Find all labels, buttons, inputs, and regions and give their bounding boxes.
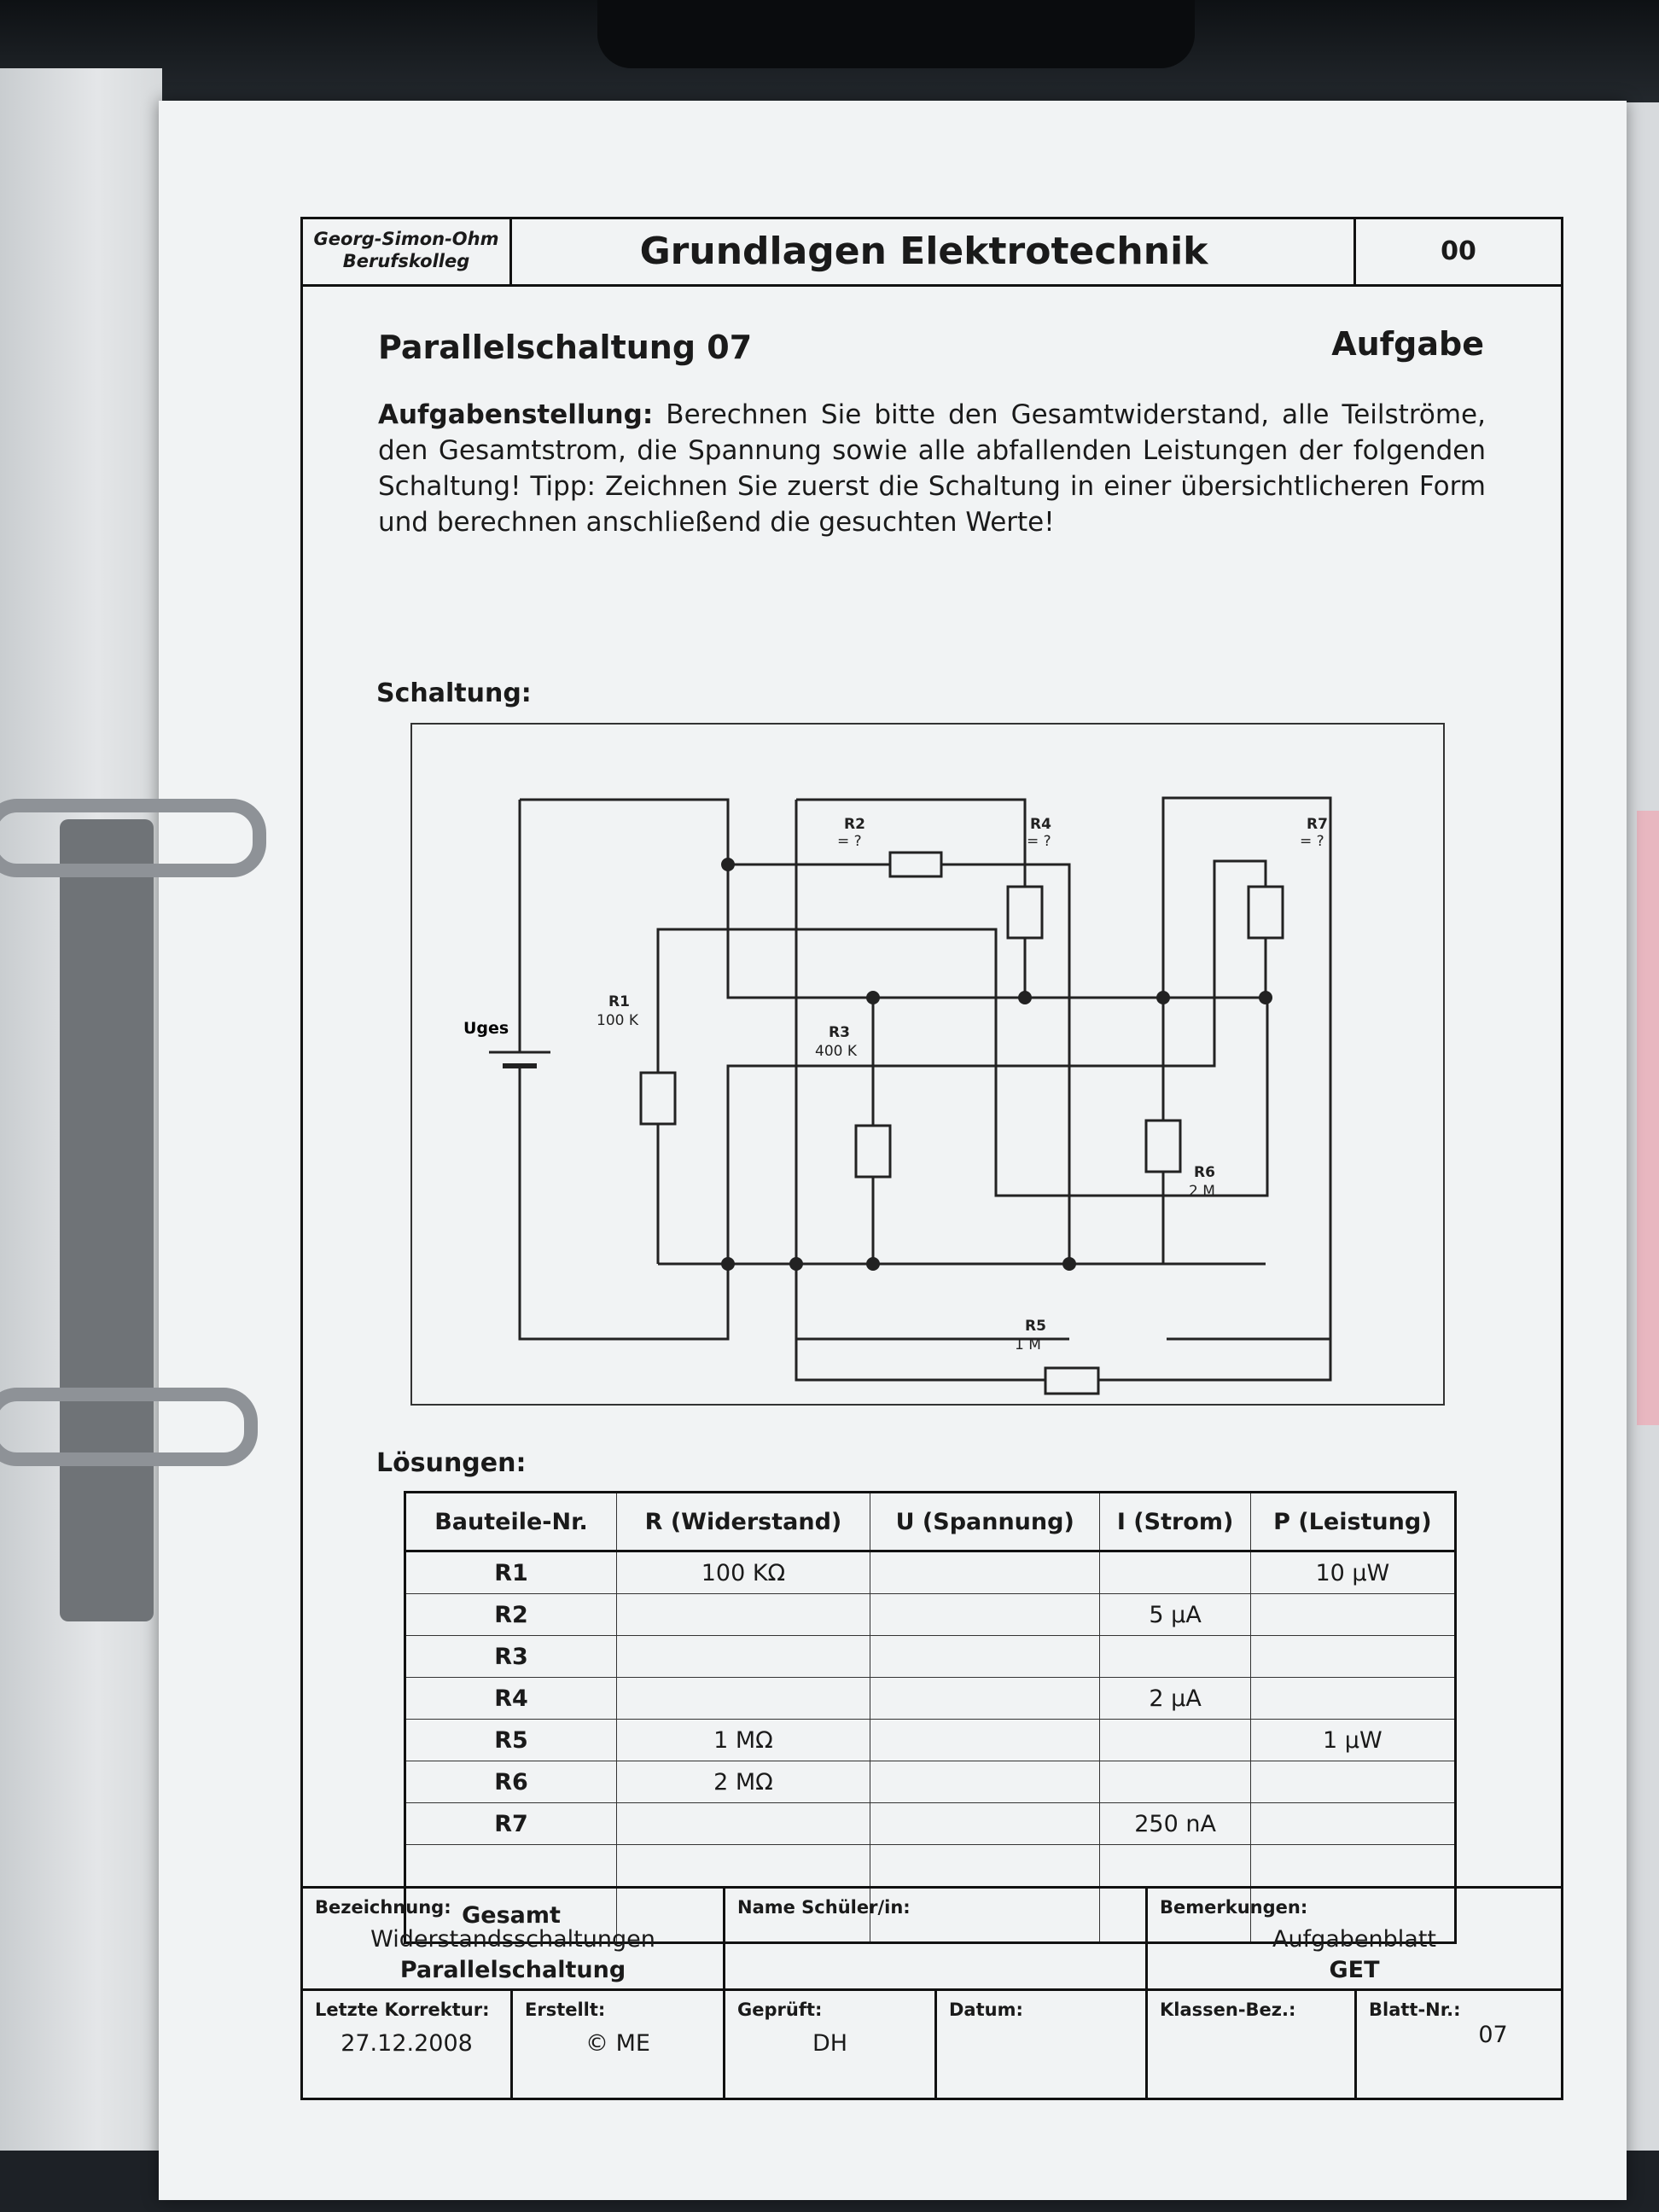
name-label: Name Schüler/in: — [737, 1897, 911, 1918]
binder-ring-bottom — [0, 1388, 258, 1466]
cell-i[interactable] — [1100, 1845, 1250, 1888]
datum-label: Datum: — [949, 2000, 1023, 2020]
row-label: R7 — [405, 1803, 617, 1845]
bemerkungen-label: Bemerkungen: — [1160, 1897, 1308, 1918]
table-row — [405, 1761, 1456, 1803]
worksheet-type: Aufgabe — [1331, 325, 1484, 363]
erstellt-value: © ME — [585, 2030, 650, 2057]
footer-datum[interactable] — [937, 1991, 1148, 2098]
geprueft-value: DH — [812, 2030, 848, 2057]
circuit-svg — [412, 725, 1443, 1404]
resistor-bodies — [641, 853, 1283, 1394]
cell-u[interactable] — [870, 1720, 1100, 1761]
resistor-labels — [597, 816, 1328, 1353]
cell-r[interactable] — [617, 1594, 870, 1636]
bemerkungen-line2: GET — [1329, 1957, 1380, 1983]
korrektur-value: 27.12.2008 — [341, 2030, 473, 2057]
korrektur-label: Letzte Korrektur: — [315, 2000, 490, 2020]
circuit-heading: Schaltung: — [376, 678, 532, 708]
cell-u[interactable] — [870, 1761, 1100, 1803]
row-label: R4 — [405, 1678, 617, 1720]
resistor-r2 — [890, 853, 941, 876]
cell-r[interactable] — [617, 1845, 870, 1888]
r3-value: 400 K — [815, 1043, 857, 1060]
table-row — [405, 1636, 1456, 1678]
circuit-diagram — [410, 723, 1445, 1406]
blatt-value: 07 — [1478, 2022, 1508, 2048]
cell-p[interactable] — [1250, 1636, 1455, 1678]
geprueft-label: Geprüft: — [737, 2000, 823, 2020]
cell-i[interactable] — [1100, 1636, 1250, 1678]
task-label: Aufgabenstellung: — [378, 399, 654, 430]
cell-r[interactable] — [617, 1678, 870, 1720]
cell-u[interactable] — [870, 1594, 1100, 1636]
cell-u[interactable] — [870, 1551, 1100, 1594]
binder-top — [0, 0, 1659, 102]
cell-p[interactable]: 1 µW — [1250, 1720, 1455, 1761]
pink-divider-tab — [1637, 811, 1659, 1425]
resistor-r6 — [1146, 1121, 1180, 1172]
klassen-label: Klassen-Bez.: — [1160, 2000, 1296, 2020]
solutions-table — [404, 1491, 1457, 1944]
cell-u[interactable] — [870, 1636, 1100, 1678]
cell-u[interactable] — [870, 1803, 1100, 1845]
resistor-r7 — [1249, 887, 1283, 938]
column-header: U (Spannung) — [870, 1493, 1100, 1551]
binder-mechanism — [60, 819, 154, 1621]
footer-bemerkungen — [1148, 1889, 1561, 1991]
cell-i[interactable]: 250 nA — [1100, 1803, 1250, 1845]
cell-i[interactable] — [1100, 1720, 1250, 1761]
cell-r[interactable] — [617, 1803, 870, 1845]
binder-clip — [597, 0, 1195, 68]
cell-i[interactable]: 5 µA — [1100, 1594, 1250, 1636]
row-label: R5 — [405, 1720, 617, 1761]
resistor-r4 — [1008, 887, 1042, 938]
table-row — [405, 1678, 1456, 1720]
resistor-r5 — [1045, 1368, 1098, 1394]
school-line1: Georg-Simon-Ohm — [313, 229, 499, 249]
bezeichnung-label: Bezeichnung: — [315, 1897, 451, 1918]
row-label: R2 — [405, 1594, 617, 1636]
r3-name: R3 — [829, 1024, 850, 1041]
r7-value: = ? — [1300, 833, 1324, 850]
cell-r[interactable]: 2 MΩ — [617, 1761, 870, 1803]
bemerkungen-line1: Aufgabenblatt — [1272, 1926, 1436, 1953]
worksheet-frame — [300, 217, 1563, 2100]
r1-value: 100 K — [597, 1012, 638, 1029]
table-row — [405, 1720, 1456, 1761]
cell-r[interactable]: 100 KΩ — [617, 1551, 870, 1594]
blatt-label: Blatt-Nr.: — [1369, 2000, 1461, 2020]
resistor-r3 — [856, 1126, 890, 1177]
row-label — [405, 1845, 617, 1888]
cell-p[interactable] — [1250, 1761, 1455, 1803]
table-row — [405, 1803, 1456, 1845]
footer-erstellt — [513, 1991, 725, 2098]
source-label: Uges — [463, 1019, 509, 1038]
row-label: R6 — [405, 1761, 617, 1803]
cell-p[interactable]: 10 µW — [1250, 1551, 1455, 1594]
footer-name[interactable] — [725, 1889, 1148, 1991]
header-number: 00 — [1353, 219, 1561, 284]
r2-name: R2 — [844, 816, 865, 833]
footer-blatt — [1357, 1991, 1561, 2098]
table-row — [405, 1594, 1456, 1636]
r5-value: 1 M — [1015, 1336, 1041, 1353]
solutions-heading: Lösungen: — [376, 1448, 527, 1478]
column-header: Bauteile-Nr. — [405, 1493, 617, 1551]
cell-i[interactable]: 2 µA — [1100, 1678, 1250, 1720]
row-label: R1 — [405, 1551, 617, 1594]
erstellt-label: Erstellt: — [525, 2000, 606, 2020]
r6-name: R6 — [1194, 1164, 1215, 1181]
cell-r[interactable] — [617, 1636, 870, 1678]
cell-p[interactable] — [1250, 1845, 1455, 1888]
r1-name: R1 — [608, 993, 630, 1010]
worksheet-page — [159, 101, 1627, 2200]
header-bar — [303, 219, 1561, 287]
cell-r[interactable]: 1 MΩ — [617, 1720, 870, 1761]
r4-name: R4 — [1030, 816, 1051, 833]
r4-value: = ? — [1027, 833, 1051, 850]
footer-bezeichnung — [303, 1889, 725, 1991]
school-name — [303, 219, 512, 284]
column-header: I (Strom) — [1100, 1493, 1250, 1551]
task-text — [378, 397, 1486, 540]
r6-value: 2 M — [1189, 1183, 1215, 1200]
column-header: R (Widerstand) — [617, 1493, 870, 1551]
column-header: P (Leistung) — [1250, 1493, 1455, 1551]
cell-p[interactable] — [1250, 1678, 1455, 1720]
cell-p[interactable] — [1250, 1594, 1455, 1636]
school-line2: Berufskolleg — [342, 251, 470, 271]
cell-u[interactable] — [870, 1845, 1100, 1888]
footer-klassen[interactable] — [1148, 1991, 1357, 2098]
footer-geprueft — [725, 1991, 937, 2098]
table-header-row — [405, 1493, 1456, 1551]
footer-block — [303, 1886, 1561, 2098]
r5-name: R5 — [1025, 1318, 1046, 1335]
row-label: R3 — [405, 1636, 617, 1678]
cell-i[interactable] — [1100, 1761, 1250, 1803]
r7-name: R7 — [1307, 816, 1328, 833]
cell-i[interactable] — [1100, 1551, 1250, 1594]
bezeichnung-line2: Parallelschaltung — [399, 1957, 626, 1983]
cell-p[interactable] — [1250, 1803, 1455, 1845]
r2-value: = ? — [837, 833, 862, 850]
total-label: Gesamt — [405, 1888, 617, 1943]
binder-ring-top — [0, 799, 266, 877]
worksheet-title: Parallelschaltung 07 — [378, 329, 753, 366]
task-body: Berechnen Sie bitte den Gesamtwiderstand, alle Teilströme, den Gesamtstrom, die Spannung sowie alle abfallenden Leistungen der folgenden Schaltung! Tipp: Zeichnen Sie zuerst die Schaltung in einer übersichtlicheren Form und berechnen anschließend die gesuchten Werte! — [378, 399, 1486, 538]
resistor-r1 — [641, 1073, 675, 1124]
footer-korrektur — [303, 1991, 513, 2098]
table-row — [405, 1845, 1456, 1888]
cell-u[interactable] — [870, 1678, 1100, 1720]
subject-title: Grundlagen Elektrotechnik — [639, 230, 1208, 273]
bezeichnung-line1: Widerstandsschaltungen — [370, 1926, 655, 1953]
table-row — [405, 1551, 1456, 1594]
